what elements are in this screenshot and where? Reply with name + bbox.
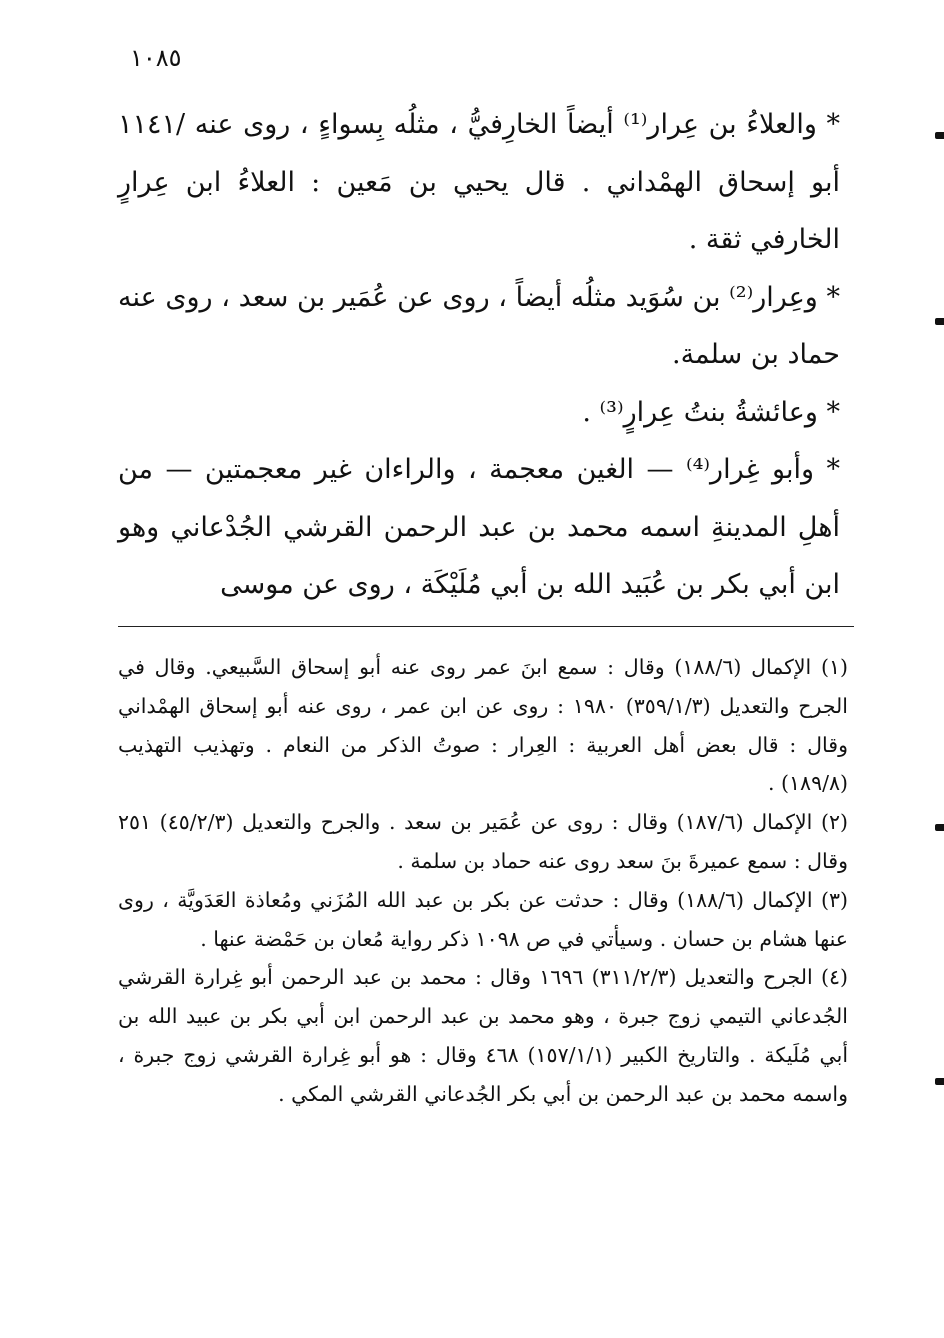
footnotes [118, 648, 848, 1114]
scan-edge-mark [935, 824, 944, 831]
footnote-2: (٢) الإكمال (١٨٧/٦) وقال : روى عن عُمَير بن سعد . والجرح والتعديل (٤٥/٢/٣) ٢٥١ وقال : سمع عميرةَ بنَ سعد روى عنه حماد بن سلمة . [118, 810, 848, 873]
footnote-divider [118, 626, 854, 627]
entry-irar-ibn-suwayd: * وعِرار⁽²⁾ بن سُوَيد مثلُه أيضاً ، روى عن عُمَير بن سعد ، روى عنه حماد بن سلمة. [118, 281, 840, 370]
scan-edge-mark [935, 1078, 944, 1085]
footnote-1: (١) الإكمال (١٨٨/٦) وقال : سمع ابنَ عمر روى عنه أبو إسحاق السَّبيعي. وقال في الجرح والتعديل (٣٥٩/١/٣) ١٩٨٠ : روى عن ابن عمر ، روى عنه أبو إسحاق الهمْداني وقال : قال بعض أهل العربية : العِرار : صوتُ الذكر من النعام . وتهذيب التهذيب (١٨٩/٨) . [118, 655, 848, 796]
page-number: ١٠٨٥ [130, 44, 182, 72]
entry-aisha-bint-irar: * وعائشةُ بنتُ عِرارٍ⁽³⁾ . [582, 396, 840, 428]
entry-abu-ghirar: * وأبو غِرار⁽⁴⁾ — الغين معجمة ، والراءان غير معجمتين — من أهلِ المدينةِ اسمه محمد بن عبد الرحمن القرشي الجُدْعاني وهو ابن أبي بكر بن عُبَيد الله بن أبي مُلَيْكَة ، روى عن موسى [118, 454, 840, 600]
main-text [118, 96, 840, 614]
scan-edge-mark [935, 318, 944, 325]
scan-edge-mark [935, 132, 944, 139]
footnote-3: (٣) الإكمال (١٨٨/٦) وقال : حدثت عن بكر بن عبد الله المُزَني ومُعاذة العَدَويَّة ، روى عنها هشام بن حسان . وسيأتي في ص ١٠٩٨ ذكر رواية مُعان بن حَمْضة عنها . [118, 887, 848, 951]
entry-ala-ibn-irar: * والعلاءُ بن عِرار⁽¹⁾ أيضاً الخارِفيُّ ، مثلُه بِسواءٍ ، روى عنه /١١٤١ أبو إسحاق الهمْداني . قال يحيي بن مَعين : العلاءُ ابن عِرارٍ الخارفي ثقة . [118, 109, 841, 255]
footnote-4: (٤) الجرح والتعديل (٣١١/٢/٣) ١٦٩٦ وقال : محمد بن عبد الرحمن أبو غِرارة القرشي الجُدعاني التيمي زوج جبرة ، وهو محمد بن عبد الرحمن ابن أبي بكر بن عبيد الله بن أبي مُلَيكة . والتاريخ الكبير (١٥٧/١/١) ٤٦٨ وقال : هو أبو غِرارة القرشي زوج جبرة ، واسمه محمد بن عبد الرحمن بن أبي بكر الجُدعاني القرشي المكي . [118, 965, 849, 1106]
